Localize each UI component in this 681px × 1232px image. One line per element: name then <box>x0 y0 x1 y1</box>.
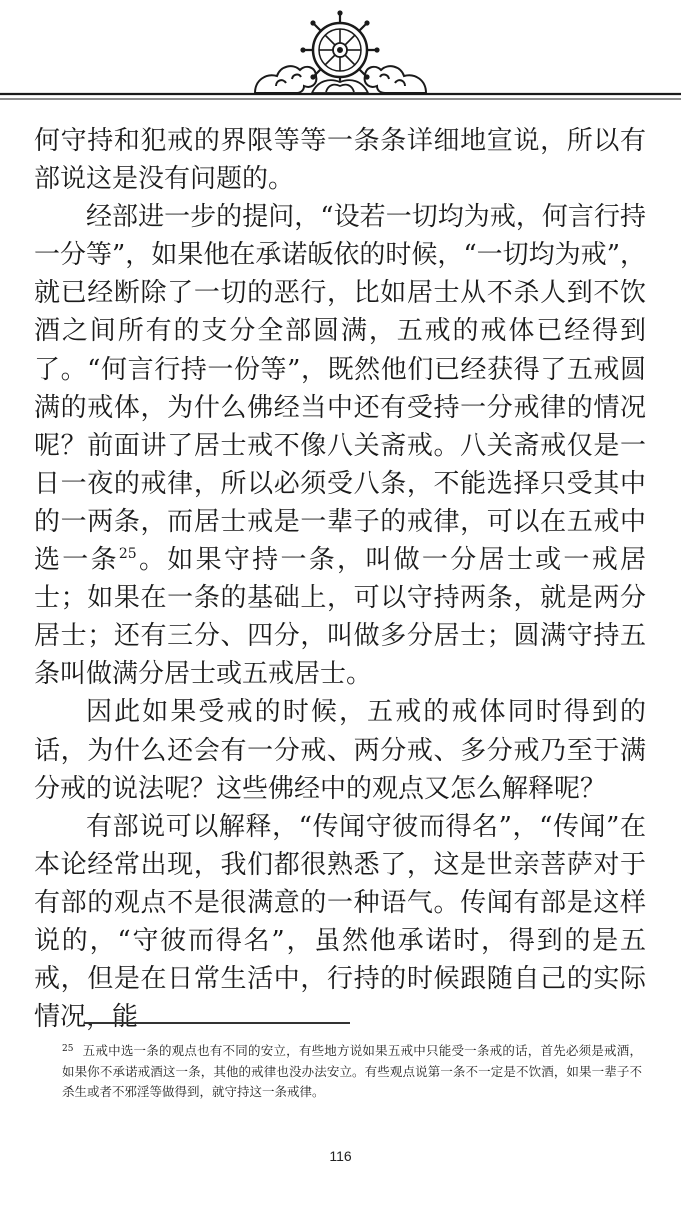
cloud-left-icon <box>255 66 316 93</box>
footnote-reference[interactable]: 25 <box>118 546 137 563</box>
footnote <box>62 1041 642 1103</box>
lotus-base-icon <box>312 80 368 93</box>
paragraph-2-text: 经部进一步的提问，“设若一切均为戒，何言行持一分等”，如果他在承诺皈依的时候，“一切均为戒”，就已经断除了一切的恶行，比如居士从不杀人到不饮酒之间所有的支分全部圆满，五戒的戒体已经得到了。“何言行持一份等”，既然他们已经获得了五戒圆满的戒体，为什么佛经当中还有受持一分戒律的情况呢？前面讲了居士戒不像八关斋戒。八关斋戒仅是一日一夜的戒律，所以必须受八条，不能选择只受其中的一两条，而居士戒是一辈子的戒律，可以在五戒中选一条 <box>34 202 646 576</box>
header-ornament <box>0 0 681 112</box>
paragraph-1: 何守持和犯戒的界限等等一条条详细地宣说，所以有部说这是没有问题的。 <box>34 126 646 195</box>
paragraph-4: 有部说可以解释，“传闻守彼而得名”，“传闻”在本论经常出现，我们都很熟悉了，这是世亲菩萨对于有部的观点不是很满意的一种语气。传闻有部是这样说的，“守彼而得名”，虽然他承诺时，得到的是五戒，但是在日常生活中，行持的时候跟随自己的实际情况，能 <box>34 811 646 1033</box>
footnote-text: 五戒中选一条的观点也有不同的安立，有些地方说如果五戒中只能受一条戒的话，首先必须是戒酒，如果你不承诺戒酒这一条，其他的戒律也没办法安立。有些观点说第一条不一定是不饮酒，如果一辈子不杀生或者不邪淫等做得到，就守持这一条戒律。 <box>62 1043 642 1099</box>
page-number: 116 <box>329 1148 352 1164</box>
page-header <box>0 0 681 112</box>
paragraph-2-tail: 。如果守持一条，叫做一分居士或一戒居士；如果在一条的基础上，可以守持两条，就是两分居士；还有三分、四分，叫做多分居士；圆满守持五条叫做满分居士或五戒居士。 <box>34 545 646 690</box>
paragraph-2 <box>34 198 646 693</box>
footnote-divider <box>84 1022 350 1024</box>
main-body-text <box>34 122 646 1036</box>
footnote-number: 25 <box>62 1044 74 1054</box>
cloud-right-icon <box>365 66 426 93</box>
paragraph-3: 因此如果受戒的时候，五戒的戒体同时得到的话，为什么还会有一分戒、两分戒、多分戒乃至于满分戒的说法呢？这些佛经中的观点又怎么解释呢？ <box>34 697 646 804</box>
